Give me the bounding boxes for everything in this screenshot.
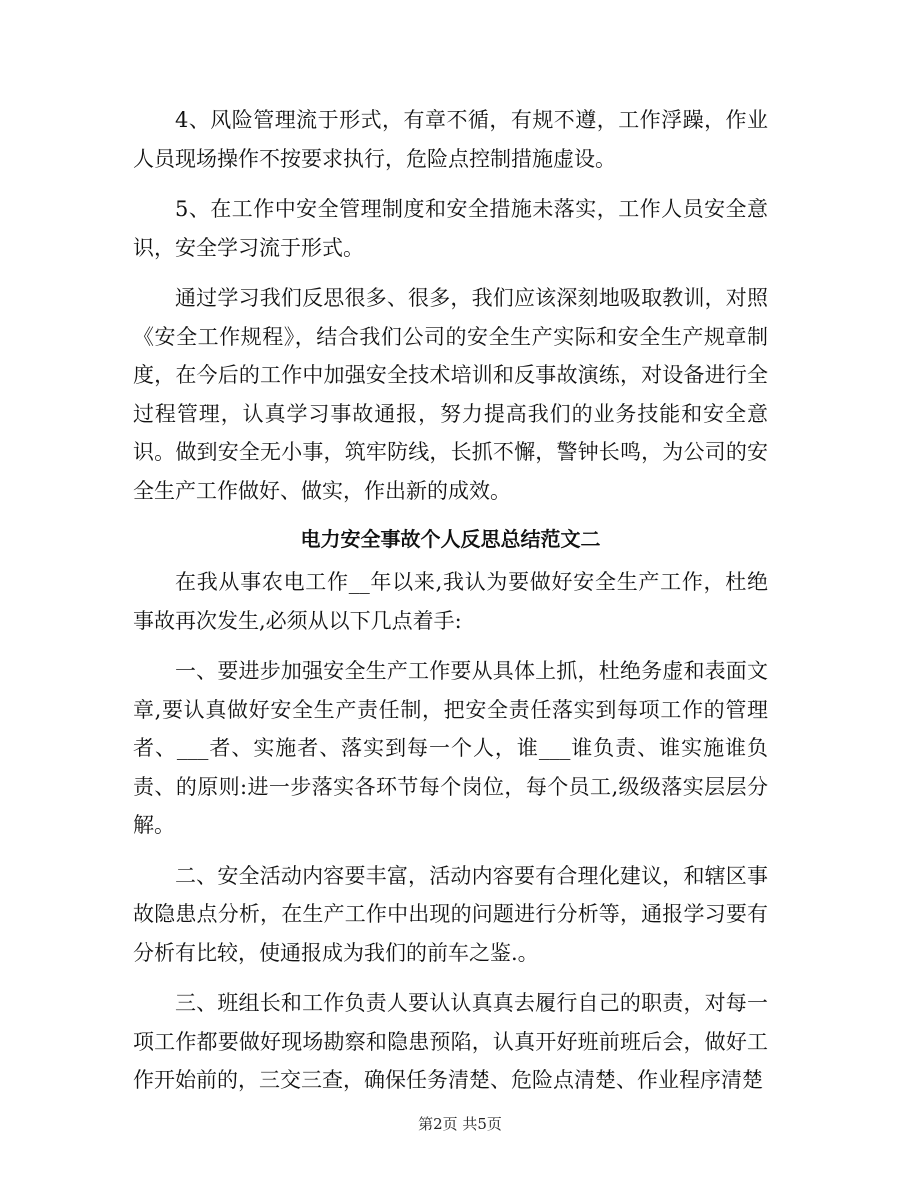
paragraph-point-two: 二、安全活动内容要丰富，活动内容要有合理化建议，和辖区事故隐患点分析，在生产工作中出现的问题进行分析等，通报学习要有分析有比较，使通报成为我们的前车之鉴.。 <box>133 863 768 965</box>
paragraph-reflection: 通过学习我们反思很多、很多，我们应该深刻地吸取教训，对照《安全工作规程》，结合我们公司的安全生产实际和安全生产规章制度，在今后的工作中加强安全技术培训和反事故演练，对设备进行全过程管理，认真学习事故通报，努力提高我们的业务技能和安全意识。做到安全无小事，筑牢防线，长抓不懈，警钟长鸣，为公司的安全生产工作做好、做实，作出新的成效。 <box>133 286 768 503</box>
page-footer: 第2页 共5页 <box>418 1115 502 1133</box>
paragraph-point-one: 一、要进步加强安全生产工作要从具体上抓，杜绝务虚和表面文章,要认真做好安全生产责任制，把安全责任落实到每项工作的管理者、___者、实施者、落实到每一个人，谁___谁负责、谁实施谁负责、的原则:进一步落实各环节每个岗位，每个员工,级级落实层层分解。 <box>133 659 768 837</box>
paragraph-intro: 在我从事农电工作__年以来,我认为要做好安全生产工作，杜绝事故再次发生,必须从以下几点着手: <box>133 570 768 633</box>
paragraph-point-three: 三、班组长和工作负责人要认认真真去履行自己的职责，对每一项工作都要做好现场勘察和隐患预陷，认真开好班前班后会，做好工作开始前的，三交三查，确保任务清楚、危险点清楚、作业程序清楚 <box>133 991 768 1092</box>
paragraph-safety-measures: 5、在工作中安全管理制度和安全措施未落实，工作人员安全意识，安全学习流于形式。 <box>133 197 768 260</box>
paragraph-risk-management: 4、风险管理流于形式，有章不循，有规不遵，工作浮躁，作业人员现场操作不按要求执行，危险点控制措施虚设。 <box>133 108 768 171</box>
section-title: 电力安全事故个人反思总结范文二 <box>300 527 601 551</box>
